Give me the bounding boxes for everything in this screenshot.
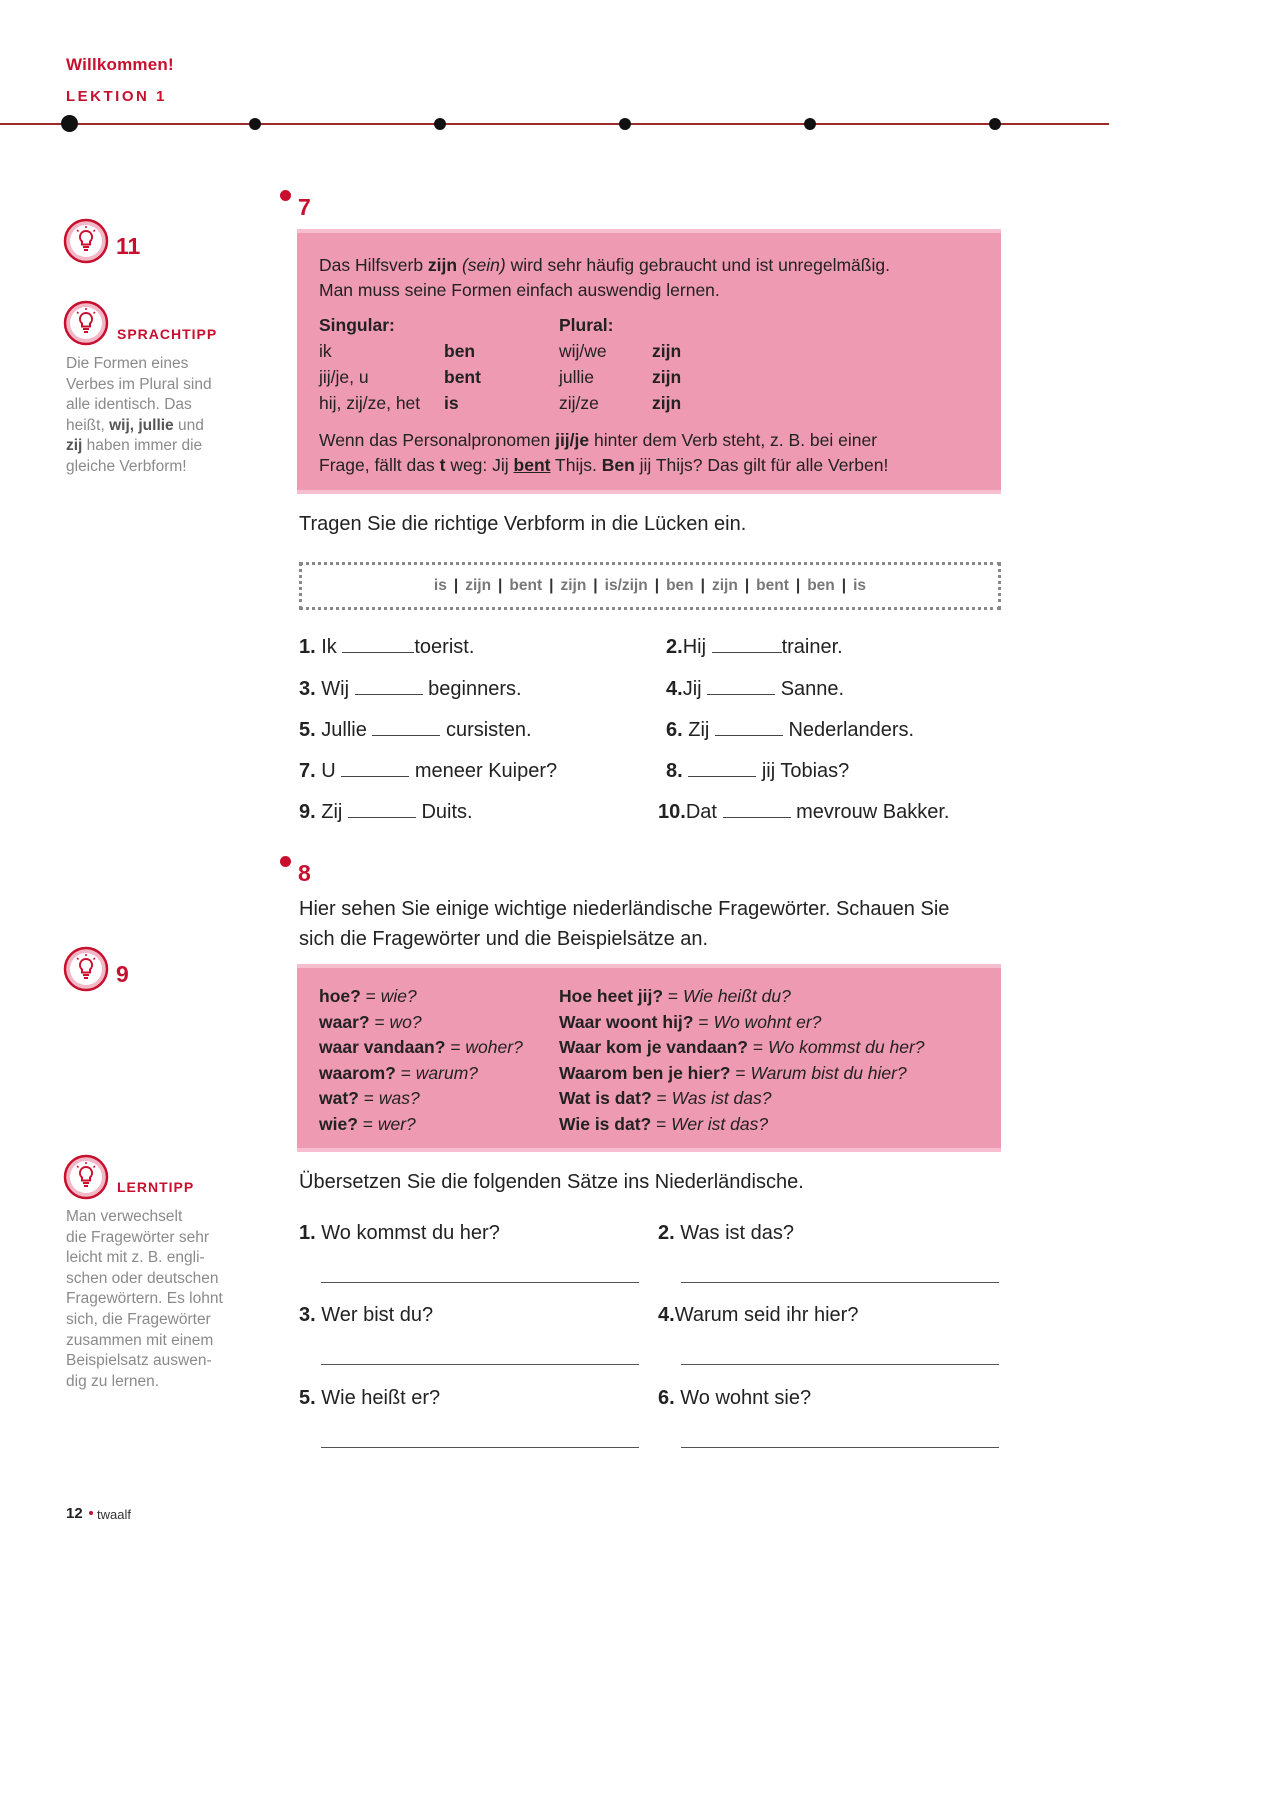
translation-item: 1. Wo kommst du her? bbox=[299, 1222, 500, 1244]
fill-in-item: 7. U meneer Kuiper? bbox=[299, 760, 558, 782]
lightbulb-icon bbox=[63, 1154, 109, 1200]
timeline-dot bbox=[249, 118, 261, 130]
answer-line[interactable] bbox=[321, 1447, 639, 1448]
plural-label: Plural: bbox=[559, 315, 614, 335]
pronoun: hij, zij/ze, het bbox=[319, 393, 421, 413]
fill-in-item: 3. Wij beginners. bbox=[299, 678, 522, 700]
fill-in-item: 6. Zij Nederlanders. bbox=[666, 719, 915, 741]
pronoun: ik bbox=[319, 341, 332, 361]
fill-in-item: 4.Jij Sanne. bbox=[666, 678, 845, 700]
chapter-title: Willkommen! bbox=[66, 55, 174, 74]
lesson-timeline bbox=[0, 123, 1109, 125]
exercise-intro: Hier sehen Sie einige wichtige niederländische Fragewörter. Schauen Sie sich die Fragewörter und die Beispielsätze an. bbox=[299, 898, 950, 950]
fill-in-item: 2.Hij trainer. bbox=[666, 636, 843, 658]
answer-line[interactable] bbox=[681, 1447, 999, 1448]
word-bank: is | zijn | bent | zijn | is/zijn | ben | zijn | bent | ben | is bbox=[299, 562, 1001, 610]
answer-blank[interactable] bbox=[341, 763, 409, 777]
translation-item: 2. Was ist das? bbox=[658, 1222, 794, 1244]
exercise-number: 7 bbox=[298, 194, 311, 220]
verb-form: ben bbox=[444, 341, 476, 361]
pronoun: jij/je, u bbox=[319, 367, 369, 387]
answer-blank[interactable] bbox=[723, 804, 791, 818]
word-bank-item: ben bbox=[807, 577, 835, 594]
timeline-dot-current bbox=[61, 115, 78, 132]
word-bank-item: ben bbox=[666, 577, 694, 594]
exercise-instruction: Tragen Sie die richtige Verbform in die Lücken ein. bbox=[299, 513, 747, 535]
lightbulb-icon bbox=[63, 300, 109, 346]
lesson-label: LEKTION 1 bbox=[66, 88, 167, 105]
translation-item: 5. Wie heißt er? bbox=[299, 1387, 441, 1409]
question-words-box bbox=[297, 964, 1001, 1152]
word-bank-item: zijn bbox=[711, 577, 738, 594]
page-number: 12 bbox=[66, 1505, 83, 1522]
page-number-word: twaalf bbox=[97, 1507, 131, 1522]
grammar-box bbox=[297, 229, 1001, 494]
lightbulb-icon bbox=[63, 946, 109, 992]
lightbulb-icon bbox=[63, 218, 109, 264]
lerntipp-heading: LERNTIPP bbox=[117, 1179, 195, 1195]
sprachtipp-heading: SPRACHTIPP bbox=[117, 326, 218, 342]
answer-line[interactable] bbox=[681, 1282, 999, 1283]
timeline-dot bbox=[989, 118, 1001, 130]
grammar-note: Wenn das Personalpronomen jij/je hinter dem Verb steht, z. B. bei einer Frage, fällt das t weg: Jij bent Thijs. Ben jij Thijs? Das gilt für alle Verben! bbox=[319, 430, 889, 475]
answer-line[interactable] bbox=[321, 1282, 639, 1283]
pronoun: wij/we bbox=[559, 341, 607, 361]
fill-in-item: 10.Dat mevrouw Bakker. bbox=[658, 801, 950, 823]
question-words-list: hoe? = wie? waar? = wo? waar vandaan? = woher? waarom? = warum? wat? = was? wie? = wer? bbox=[319, 986, 523, 1134]
answer-blank[interactable] bbox=[355, 681, 423, 695]
word-bank-item: zijn bbox=[560, 577, 587, 594]
pronoun: zij/ze bbox=[559, 393, 599, 413]
word-bank-item: bent bbox=[756, 577, 789, 594]
exercise-marker-dot bbox=[280, 190, 291, 201]
fill-in-item: 9. Zij Duits. bbox=[299, 801, 473, 823]
word-bank-item: bent bbox=[509, 577, 543, 594]
fill-in-item: 1. Ik toerist. bbox=[299, 636, 475, 658]
timeline-dot bbox=[434, 118, 446, 130]
reference-number: 11 bbox=[116, 233, 141, 259]
translation-item: 6. Wo wohnt sie? bbox=[658, 1387, 812, 1409]
exercise-marker-dot bbox=[280, 856, 291, 867]
timeline-dot bbox=[804, 118, 816, 130]
word-bank-item: is bbox=[853, 577, 867, 594]
answer-blank[interactable] bbox=[372, 722, 440, 736]
word-bank-item: is/zijn bbox=[604, 577, 648, 594]
translation-item: 3. Wer bist du? bbox=[299, 1304, 434, 1326]
verb-form: bent bbox=[444, 367, 481, 387]
grammar-intro: Das Hilfsverb zijn (sein) wird sehr häufig gebraucht und ist unregelmäßig. Man muss seine Formen einfach auswendig lernen. bbox=[319, 255, 890, 300]
verb-form: is bbox=[444, 393, 459, 413]
fill-in-item: 8. jij Tobias? bbox=[666, 760, 850, 782]
word-bank-item: is bbox=[433, 577, 447, 594]
answer-blank[interactable] bbox=[712, 639, 782, 653]
pronoun: jullie bbox=[559, 367, 595, 387]
verb-form: zijn bbox=[652, 341, 682, 361]
example-sentences-list: Hoe heet jij? = Wie heißt du? Waar woont hij? = Wo wohnt er? Waar kom je vandaan? = Wo kommst du her? Waarom ben je hier? = Warum bist du hier? Wat is dat? = Was ist das? Wie is dat? = Wer ist das? bbox=[559, 986, 925, 1134]
answer-blank[interactable] bbox=[688, 763, 756, 777]
fill-in-item: 5. Jullie cursisten. bbox=[299, 719, 532, 741]
answer-line[interactable] bbox=[321, 1364, 639, 1365]
answer-blank[interactable] bbox=[715, 722, 783, 736]
reference-number: 9 bbox=[116, 961, 129, 987]
answer-blank[interactable] bbox=[348, 804, 416, 818]
answer-blank[interactable] bbox=[707, 681, 775, 695]
footer-bullet bbox=[89, 1511, 93, 1515]
answer-blank[interactable] bbox=[342, 639, 414, 653]
translation-item: 4.Warum seid ihr hier? bbox=[658, 1304, 859, 1326]
timeline-dot bbox=[619, 118, 631, 130]
singular-label: Singular: bbox=[319, 315, 395, 335]
lerntipp-text: Man verwechselt die Fragewörter sehr leicht mit z. B. engli- schen oder deutschen Fragewörtern. Es lohnt sich, die Fragewörter zusammen mit einem Beispielsatz auswen- dig zu lernen. bbox=[66, 1208, 223, 1390]
answer-line[interactable] bbox=[681, 1364, 999, 1365]
word-bank-item: zijn bbox=[465, 577, 492, 594]
exercise-instruction: Übersetzen Sie die folgenden Sätze ins Niederländische. bbox=[299, 1171, 804, 1193]
verb-form: zijn bbox=[652, 367, 682, 387]
verb-form: zijn bbox=[652, 393, 682, 413]
sprachtipp-text: Die Formen eines Verbes im Plural sind alle identisch. Das heißt, wij, jullie und zij haben immer die gleiche Verbform! bbox=[66, 355, 212, 475]
exercise-number: 8 bbox=[298, 860, 311, 886]
